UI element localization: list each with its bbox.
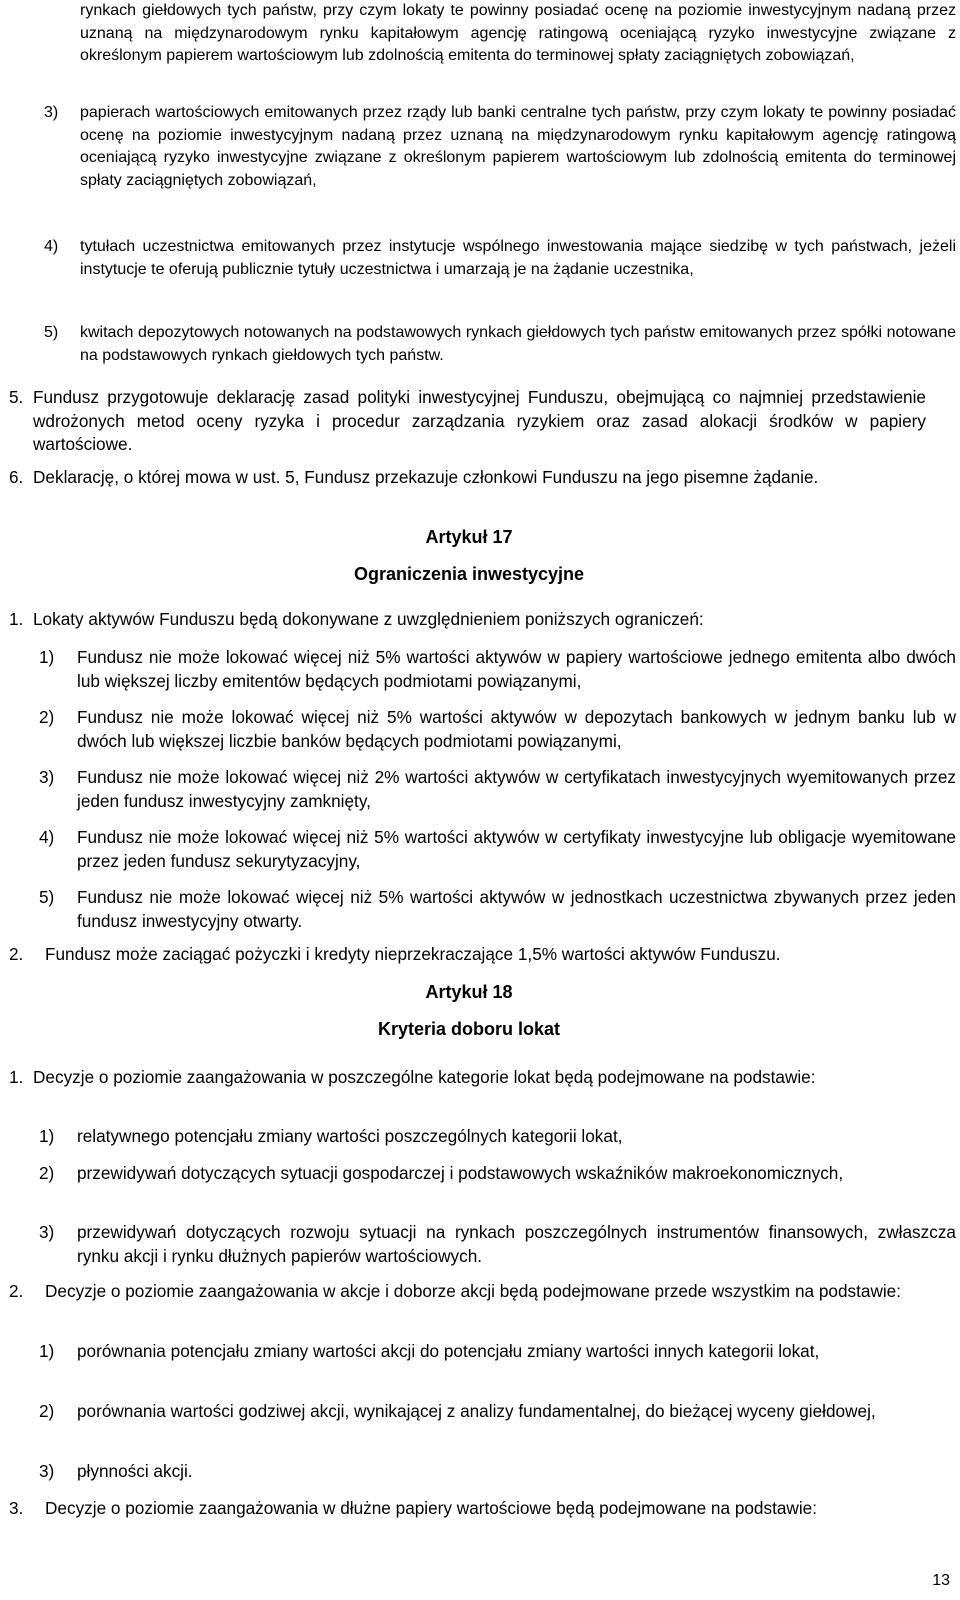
list-item [0,1221,960,1268]
item-number: 5) [39,887,55,907]
paragraph [0,466,960,490]
paragraph-text: Decyzje o poziomie zaangażowania w dłużne papiery wartościowe będą podejmowane na podstawie: [45,1498,817,1518]
item-number: 2) [39,707,55,727]
paragraph-number: 2. [9,944,24,964]
list-item [0,1162,960,1186]
article-title: Artykuł 17 [425,527,513,547]
item-text: relatywnego potencjału zmiany wartości poszczególnych kategorii lokat, [77,1126,623,1146]
paragraph-number: 2. [9,1281,24,1301]
list-item [0,886,960,933]
paragraph [0,1280,960,1304]
list-item [0,826,960,873]
item-number: 3) [39,1222,55,1242]
item-number: 2) [39,1163,55,1183]
paragraph-text: Decyzje o poziomie zaangażowania w poszczególne kategorie lokat będą podejmowane na podstawie: [33,1067,816,1087]
item-text: płynności akcji. [77,1461,193,1481]
paragraph [0,608,960,632]
paragraph-number: 5. [9,387,24,407]
continued-list-item [0,0,960,68]
item-number: 4) [39,827,55,847]
item-number: 3) [39,1461,55,1481]
list-item [0,236,960,281]
paragraph-text: Deklarację, o której mowa w ust. 5, Fundusz przekazuje członkowi Funduszu na jego pisemne żądanie. [33,467,819,487]
item-number: 2) [39,1401,55,1421]
paragraph-text: Lokaty aktywów Funduszu będą dokonywane z uwzględnieniem poniższych ograniczeń: [33,609,704,629]
list-item [0,1125,960,1149]
item-number: 3) [39,767,55,787]
paragraph-number: 1. [9,1067,24,1087]
article-heading [0,525,960,549]
item-text: porównania potencjału zmiany wartości akcji do potencjału zmiany wartości innych kategorii lokat, [77,1341,820,1361]
item-number: 1) [39,1341,55,1361]
item-text: papierach wartościowych emitowanych przez rządy lub banki centralne tych państw, przy czym lokaty te powinny posiadać ocenę na poziomie inwestycyjnym nadaną przez uznaną na międzynarodowym rynku kapitałowym agencję ratingową oceniającą ryzyko inwestycyjne związane z określonym papierem wartościowym lub zdolnością emitenta do terminowej spłaty zaciągniętych zobowiązań, [80,104,956,189]
item-text: Fundusz nie może lokować więcej niż 5% wartości aktywów w certyfikaty inwestycyjne lub obligacje wyemitowane przez jeden fundusz sekurytyzacyjny, [77,827,956,871]
paragraph [0,386,960,457]
list-item [0,766,960,813]
paragraph-number: 3. [9,1498,24,1518]
paragraph [0,943,960,967]
list-item [0,1340,960,1364]
paragraph-text: Fundusz przygotowuje deklarację zasad polityki inwestycyjnej Funduszu, obejmującą co najmniej przedstawienie wdrożonych metod oceny ryzyka i procedur zarządzania ryzykiem oraz zasad alokacji środków w papiery wartościowe. [33,387,926,454]
item-text: przewidywań dotyczących sytuacji gospodarczej i podstawowych wskaźników makroekonomicznych, [77,1163,844,1183]
item-number: 5) [44,324,59,341]
item-text: Fundusz nie może lokować więcej niż 5% wartości aktywów w jednostkach uczestnictwa zbywanych przez jeden fundusz inwestycyjny otwarty. [77,887,956,931]
article-title: Artykuł 18 [425,982,513,1002]
item-text: Fundusz nie może lokować więcej niż 5% wartości aktywów w papiery wartościowe jednego emitenta albo dwóch lub większej liczby emitentów będących podmiotami powiązanymi, [77,647,956,691]
list-item [0,1460,960,1484]
item-number: 3) [44,104,59,121]
paragraph-number: 1. [9,609,24,629]
item-text: tytułach uczestnictwa emitowanych przez instytucje wspólnego inwestowania mające siedzibę w tych państwach, jeżeli instytucje te oferują publicznie tytuły uczestnictwa i umarzają je na żądanie uczestnika, [80,238,956,278]
article-subtitle: Ograniczenia inwestycyjne [353,564,585,584]
item-text: przewidywań dotyczących rozwoju sytuacji na rynkach poszczególnych instrumentów finansowych, zwłaszcza rynku akcji i rynku dłużnych papierów wartościowych. [77,1222,956,1266]
item-text: porównania wartości godziwej akcji, wynikającej z analizy fundamentalnej, do bieżącej wyceny giełdowej, [77,1401,876,1421]
paragraph-text: Fundusz może zaciągać pożyczki i kredyty nieprzekraczające 1,5% wartości aktywów Funduszu. [45,944,781,964]
item-number: 1) [39,647,55,667]
item-text: Fundusz nie może lokować więcej niż 2% wartości aktywów w certyfikatach inwestycyjnych wyemitowanych przez jeden fundusz inwestycyjny zamknięty, [77,767,956,811]
list-item [0,322,960,367]
article-heading [0,980,960,1004]
article-subheading [0,1017,960,1041]
item-text: Fundusz nie może lokować więcej niż 5% wartości aktywów w depozytach bankowych w jednym banku lub w dwóch lub większej liczbie banków będących podmiotami powiązanymi, [77,707,956,751]
list-item [0,102,960,192]
item-number: 4) [44,238,59,255]
paragraph-text: Decyzje o poziomie zaangażowania w akcje i doborze akcji będą podejmowane przede wszystkim na podstawie: [45,1281,902,1301]
paragraph [0,1497,960,1521]
paragraph-number: 6. [9,467,24,487]
item-text: kwitach depozytowych notowanych na podstawowych rynkach giełdowych tych państw emitowanych przez spółki notowane na podstawowych rynkach giełdowych tych państw. [80,324,956,364]
list-item [0,706,960,753]
article-subtitle: Kryteria doboru lokat [377,1019,561,1039]
paragraph [0,1066,960,1090]
item-number: 1) [39,1126,55,1146]
page-number: 13 [932,1572,950,1589]
continued-text: rynkach giełdowych tych państw, przy czym lokaty te powinny posiadać ocenę na poziomie inwestycyjnym nadaną przez uznaną na międzynarodowym rynku kapitałowym agencję ratingową oceniającą ryzyko inwestycyjne związane z określonym papierem wartościowym lub zdolnością emitenta do terminowej spłaty zaciągniętych zobowiązań, [80,2,956,64]
article-subheading [0,562,960,586]
list-item [0,1400,960,1424]
list-item [0,646,960,693]
